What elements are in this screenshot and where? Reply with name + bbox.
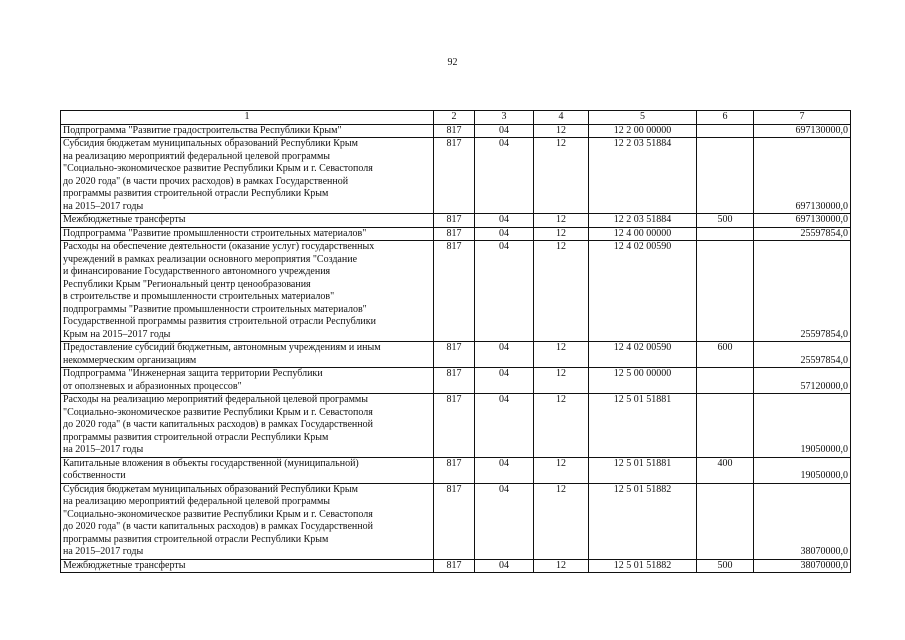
row-amount: 38070000,0 xyxy=(754,483,851,559)
row-code-target: 12 5 01 51882 xyxy=(589,559,697,573)
row-code-type: 500 xyxy=(697,559,754,573)
row-code-type xyxy=(697,124,754,138)
table-row xyxy=(61,368,851,394)
row-description: Межбюджетные трансферты xyxy=(61,214,434,228)
row-code-target: 12 2 03 51884 xyxy=(589,138,697,214)
row-amount: 25597854,0 xyxy=(754,241,851,342)
row-description: Подпрограмма "Развитие промышленности строительных материалов" xyxy=(61,227,434,241)
row-code-subsection: 12 xyxy=(534,241,589,342)
column-header: 1 xyxy=(61,111,434,125)
table-row xyxy=(61,241,851,342)
budget-table xyxy=(60,110,851,573)
row-code-main: 817 xyxy=(434,138,475,214)
table-row xyxy=(61,124,851,138)
table-row xyxy=(61,394,851,458)
row-code-subsection: 12 xyxy=(534,124,589,138)
table-row xyxy=(61,214,851,228)
row-code-target: 12 5 01 51882 xyxy=(589,483,697,559)
row-code-section: 04 xyxy=(475,457,534,483)
row-code-section: 04 xyxy=(475,342,534,368)
row-code-subsection: 12 xyxy=(534,227,589,241)
row-description: Субсидия бюджетам муниципальных образований Республики Крым на реализацию мероприятий федеральной целевой программы "Социально-экономическое развитие Республики Крым и г. Севастополя до 2020 года" (в части капитальных расходов) в рамках Государственной программы развития строительной отрасли Республики Крым на 2015–2017 годы xyxy=(61,483,434,559)
column-header: 7 xyxy=(754,111,851,125)
row-amount: 25597854,0 xyxy=(754,342,851,368)
row-amount: 38070000,0 xyxy=(754,559,851,573)
row-amount: 697130000,0 xyxy=(754,138,851,214)
row-code-subsection: 12 xyxy=(534,559,589,573)
row-amount: 19050000,0 xyxy=(754,394,851,458)
column-header: 3 xyxy=(475,111,534,125)
header-row xyxy=(61,111,851,125)
column-header: 5 xyxy=(589,111,697,125)
row-code-section: 04 xyxy=(475,559,534,573)
row-amount: 19050000,0 xyxy=(754,457,851,483)
row-code-main: 817 xyxy=(434,342,475,368)
row-code-type xyxy=(697,394,754,458)
row-description: Подпрограмма "Развитие градостроительства Республики Крым" xyxy=(61,124,434,138)
row-code-subsection: 12 xyxy=(534,342,589,368)
row-code-section: 04 xyxy=(475,394,534,458)
row-code-type: 400 xyxy=(697,457,754,483)
row-code-type xyxy=(697,368,754,394)
row-code-main: 817 xyxy=(434,368,475,394)
row-code-main: 817 xyxy=(434,241,475,342)
row-code-main: 817 xyxy=(434,559,475,573)
row-code-target: 12 5 00 00000 xyxy=(589,368,697,394)
column-header: 4 xyxy=(534,111,589,125)
row-code-main: 817 xyxy=(434,483,475,559)
row-code-main: 817 xyxy=(434,227,475,241)
row-description: Капитальные вложения в объекты государственной (муниципальной) собственности xyxy=(61,457,434,483)
row-description: Расходы на реализацию мероприятий федеральной целевой программы "Социально-экономическое развитие Республики Крым и г. Севастополя до 2020 года" (в части капитальных расходов) в рамках Государственной программы развития строительной отрасли Республики Крым на 2015–2017 годы xyxy=(61,394,434,458)
row-code-main: 817 xyxy=(434,214,475,228)
row-code-subsection: 12 xyxy=(534,394,589,458)
row-code-section: 04 xyxy=(475,124,534,138)
row-code-subsection: 12 xyxy=(534,138,589,214)
table-row xyxy=(61,227,851,241)
row-code-target: 12 4 00 00000 xyxy=(589,227,697,241)
row-code-type xyxy=(697,483,754,559)
row-code-type xyxy=(697,227,754,241)
row-code-type: 600 xyxy=(697,342,754,368)
row-amount: 697130000,0 xyxy=(754,214,851,228)
row-code-target: 12 2 00 00000 xyxy=(589,124,697,138)
row-code-target: 12 4 02 00590 xyxy=(589,241,697,342)
row-description: Субсидия бюджетам муниципальных образований Республики Крым на реализацию мероприятий федеральной целевой программы "Социально-экономическое развитие Республики Крым и г. Севастополя до 2020 года" (в части прочих расходов) в рамках Государственной программы развития строительной отрасли Республики Крым на 2015–2017 годы xyxy=(61,138,434,214)
row-amount: 25597854,0 xyxy=(754,227,851,241)
row-code-target: 12 2 03 51884 xyxy=(589,214,697,228)
row-code-target: 12 5 01 51881 xyxy=(589,457,697,483)
row-code-main: 817 xyxy=(434,457,475,483)
table-row xyxy=(61,138,851,214)
row-code-section: 04 xyxy=(475,483,534,559)
row-code-target: 12 4 02 00590 xyxy=(589,342,697,368)
row-amount: 697130000,0 xyxy=(754,124,851,138)
page-number: 92 xyxy=(447,57,458,68)
column-header: 2 xyxy=(434,111,475,125)
row-code-subsection: 12 xyxy=(534,368,589,394)
row-amount: 57120000,0 xyxy=(754,368,851,394)
table-row xyxy=(61,457,851,483)
row-code-section: 04 xyxy=(475,241,534,342)
row-code-subsection: 12 xyxy=(534,214,589,228)
row-code-main: 817 xyxy=(434,124,475,138)
row-code-section: 04 xyxy=(475,138,534,214)
row-description: Межбюджетные трансферты xyxy=(61,559,434,573)
row-code-section: 04 xyxy=(475,214,534,228)
row-code-subsection: 12 xyxy=(534,483,589,559)
row-description: Подпрограмма "Инженерная защита территории Республики от оползневых и абразионных процессов" xyxy=(61,368,434,394)
row-code-subsection: 12 xyxy=(534,457,589,483)
row-code-target: 12 5 01 51881 xyxy=(589,394,697,458)
row-code-section: 04 xyxy=(475,227,534,241)
row-code-type xyxy=(697,241,754,342)
row-description: Предоставление субсидий бюджетным, автономным учреждениям и иным некоммерческим организациям xyxy=(61,342,434,368)
row-code-type: 500 xyxy=(697,214,754,228)
table-row xyxy=(61,483,851,559)
row-description: Расходы на обеспечение деятельности (оказание услуг) государственных учреждений в рамках реализации основного мероприятия "Создание и финансирование Государственного автономного учреждения Республики Крым "Региональный центр ценообразования в строительстве и промышленности строительных материалов" подпрограммы "Развитие промышленности строительных материалов" Государственной программы развития строительной отрасли Республики Крым на 2015–2017 годы xyxy=(61,241,434,342)
row-code-type xyxy=(697,138,754,214)
row-code-main: 817 xyxy=(434,394,475,458)
table-row xyxy=(61,342,851,368)
column-header: 6 xyxy=(697,111,754,125)
table-row xyxy=(61,559,851,573)
row-code-section: 04 xyxy=(475,368,534,394)
